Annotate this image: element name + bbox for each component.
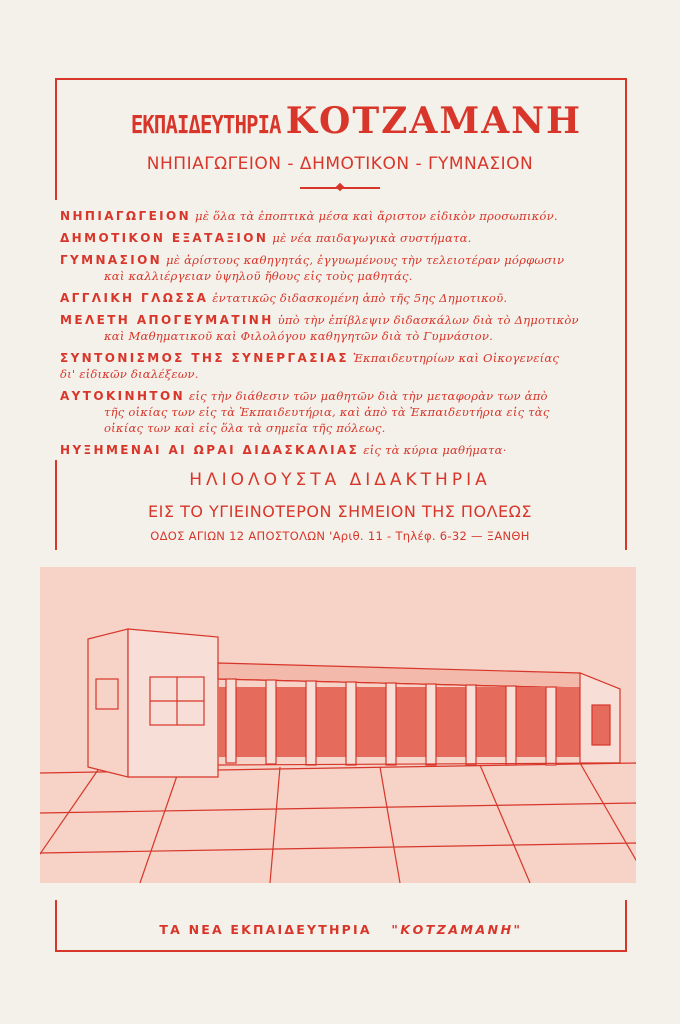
item-heading: ΜΕΛΕΤΗ ΑΠΟΓΕΥΜΑΤΙΝΗ bbox=[60, 313, 274, 327]
list-item bbox=[60, 230, 620, 246]
list-item bbox=[60, 350, 620, 366]
item-heading: ΔΗΜΟΤΙΚΟΝ ΕΞΑΤΑΞΙΟΝ bbox=[60, 231, 269, 245]
list-item bbox=[60, 312, 620, 328]
subtitle: ΝΗΠΙΑΓΩΓΕΙΟΝ - ΔΗΜΟΤΙΚΟΝ - ΓΥΜΝΑΣΙΟΝ bbox=[146, 154, 534, 174]
caption-prefix: ΤΑ ΝΕΑ ΕΚΠΑΙΔΕΥΤΗΡΙΑ bbox=[159, 922, 372, 937]
item-text: ἐντατικῶς διδασκομένη ἀπὸ τῆς 5ης Δημοτικοῦ. bbox=[212, 291, 508, 305]
item-heading: ΑΥΤΟΚΙΝΗΤΟΝ bbox=[60, 389, 186, 403]
footer-frame bbox=[55, 900, 627, 952]
list-item bbox=[60, 442, 620, 458]
page-title bbox=[60, 100, 620, 142]
item-heading: ΗΥΞΗΜΕΝΑΙ ΑΙ ΩΡΑΙ ΔΙΔΑΣΚΑΛΙΑΣ bbox=[60, 443, 360, 457]
item-text: εἰς τὰ κύρια μαθήματα· bbox=[363, 443, 507, 457]
item-text-cont: καὶ Μαθηματικοῦ καὶ Φιλολόγου καθηγητῶν διὰ τὸ Γυμνάσιον. bbox=[104, 329, 493, 343]
address-line: ΟΔΟΣ ΑΓΙΩΝ 12 ΑΠΟΣΤΟΛΩΝ 'Αριθ. 11 - Τηλέφ. 6-32 — ΞΑΝΘΗ bbox=[150, 529, 530, 543]
item-heading: ΑΓΓΛΙΚΗ ΓΛΩΣΣΑ bbox=[60, 291, 209, 305]
title-small: ΕΚΠΑΙΔΕΥΤΗΡΙΑ bbox=[130, 110, 281, 139]
item-text-cont: οἰκίας των καὶ εἰς ὅλα τὰ σημεῖα τῆς πόλεως. bbox=[104, 421, 386, 435]
frame-right-edge bbox=[625, 80, 627, 550]
list-item bbox=[60, 388, 620, 404]
sunny-classrooms-heading: ΗΛΙΟΛΟΥΣΤΑ ΔΙΔΑΚΤΗΡΙΑ bbox=[189, 470, 491, 490]
item-text: μὲ ἀρίστους καθηγητάς, ἐγγυωμένους τὴν τελειοτέραν μόρφωσιν bbox=[166, 253, 565, 267]
item-text: ὑπὸ τὴν ἐπίβλεψιν διδασκάλων διὰ τὸ Δημοτικὸν bbox=[277, 313, 579, 327]
item-text: Ἐκπαιδευτηρίων καὶ Οἰκογενείας bbox=[352, 351, 560, 365]
item-heading: ΣΥΝΤΟΝΙΣΜΟΣ ΤΗΣ ΣΥΝΕΡΓΑΣΙΑΣ bbox=[60, 351, 349, 365]
list-item bbox=[60, 290, 620, 306]
item-heading: ΓΥΜΝΑΣΙΟΝ bbox=[60, 253, 163, 267]
item-text: μὲ ὅλα τὰ ἐποπτικὰ μέσα καὶ ἄριστον εἰδικὸν προσωπικόν. bbox=[195, 209, 558, 223]
title-large: ΚΟΤΖΑΜΑΝΗ bbox=[285, 100, 583, 142]
item-text: εἰς τὴν διάθεσιν τῶν μαθητῶν διὰ τὴν μεταφορὰν των ἀπὸ bbox=[188, 389, 548, 403]
list-item bbox=[60, 252, 620, 268]
footer-caption bbox=[55, 922, 627, 937]
item-text-cont: τῆς οἰκίας των εἰς τὰ Ἐκπαιδευτήρια, καὶ ἀπὸ τὰ Ἐκπαιδευτήρια εἰς τὰς bbox=[104, 405, 550, 419]
item-text: μὲ νέα παιδαγωγικὰ συστήματα. bbox=[272, 231, 472, 245]
frame-left-edge bbox=[55, 80, 57, 200]
item-heading: ΝΗΠΙΑΓΩΓΕΙΟΝ bbox=[60, 209, 192, 223]
frame-left-edge-lower bbox=[55, 460, 57, 550]
healthiest-location-line: ΕΙΣ ΤΟ ΥΓΙΕΙΝΟΤΕΡΟΝ ΣΗΜΕΙΟΝ ΤΗΣ ΠΟΛΕΩΣ bbox=[148, 502, 532, 521]
list-item bbox=[60, 208, 620, 224]
ornament-divider bbox=[300, 187, 380, 189]
item-text-cont: δι' εἰδικῶν διαλέξεων. bbox=[60, 367, 199, 381]
item-text-cont: καὶ καλλιέργειαν ὑψηλοῦ ἤθους εἰς τοὺς μαθητάς. bbox=[104, 269, 413, 283]
features-list bbox=[60, 208, 620, 458]
building-drawing bbox=[40, 567, 636, 883]
building-illustration bbox=[40, 567, 636, 883]
caption-name: "ΚΟΤΖΑΜΑΝΗ" bbox=[391, 922, 523, 937]
